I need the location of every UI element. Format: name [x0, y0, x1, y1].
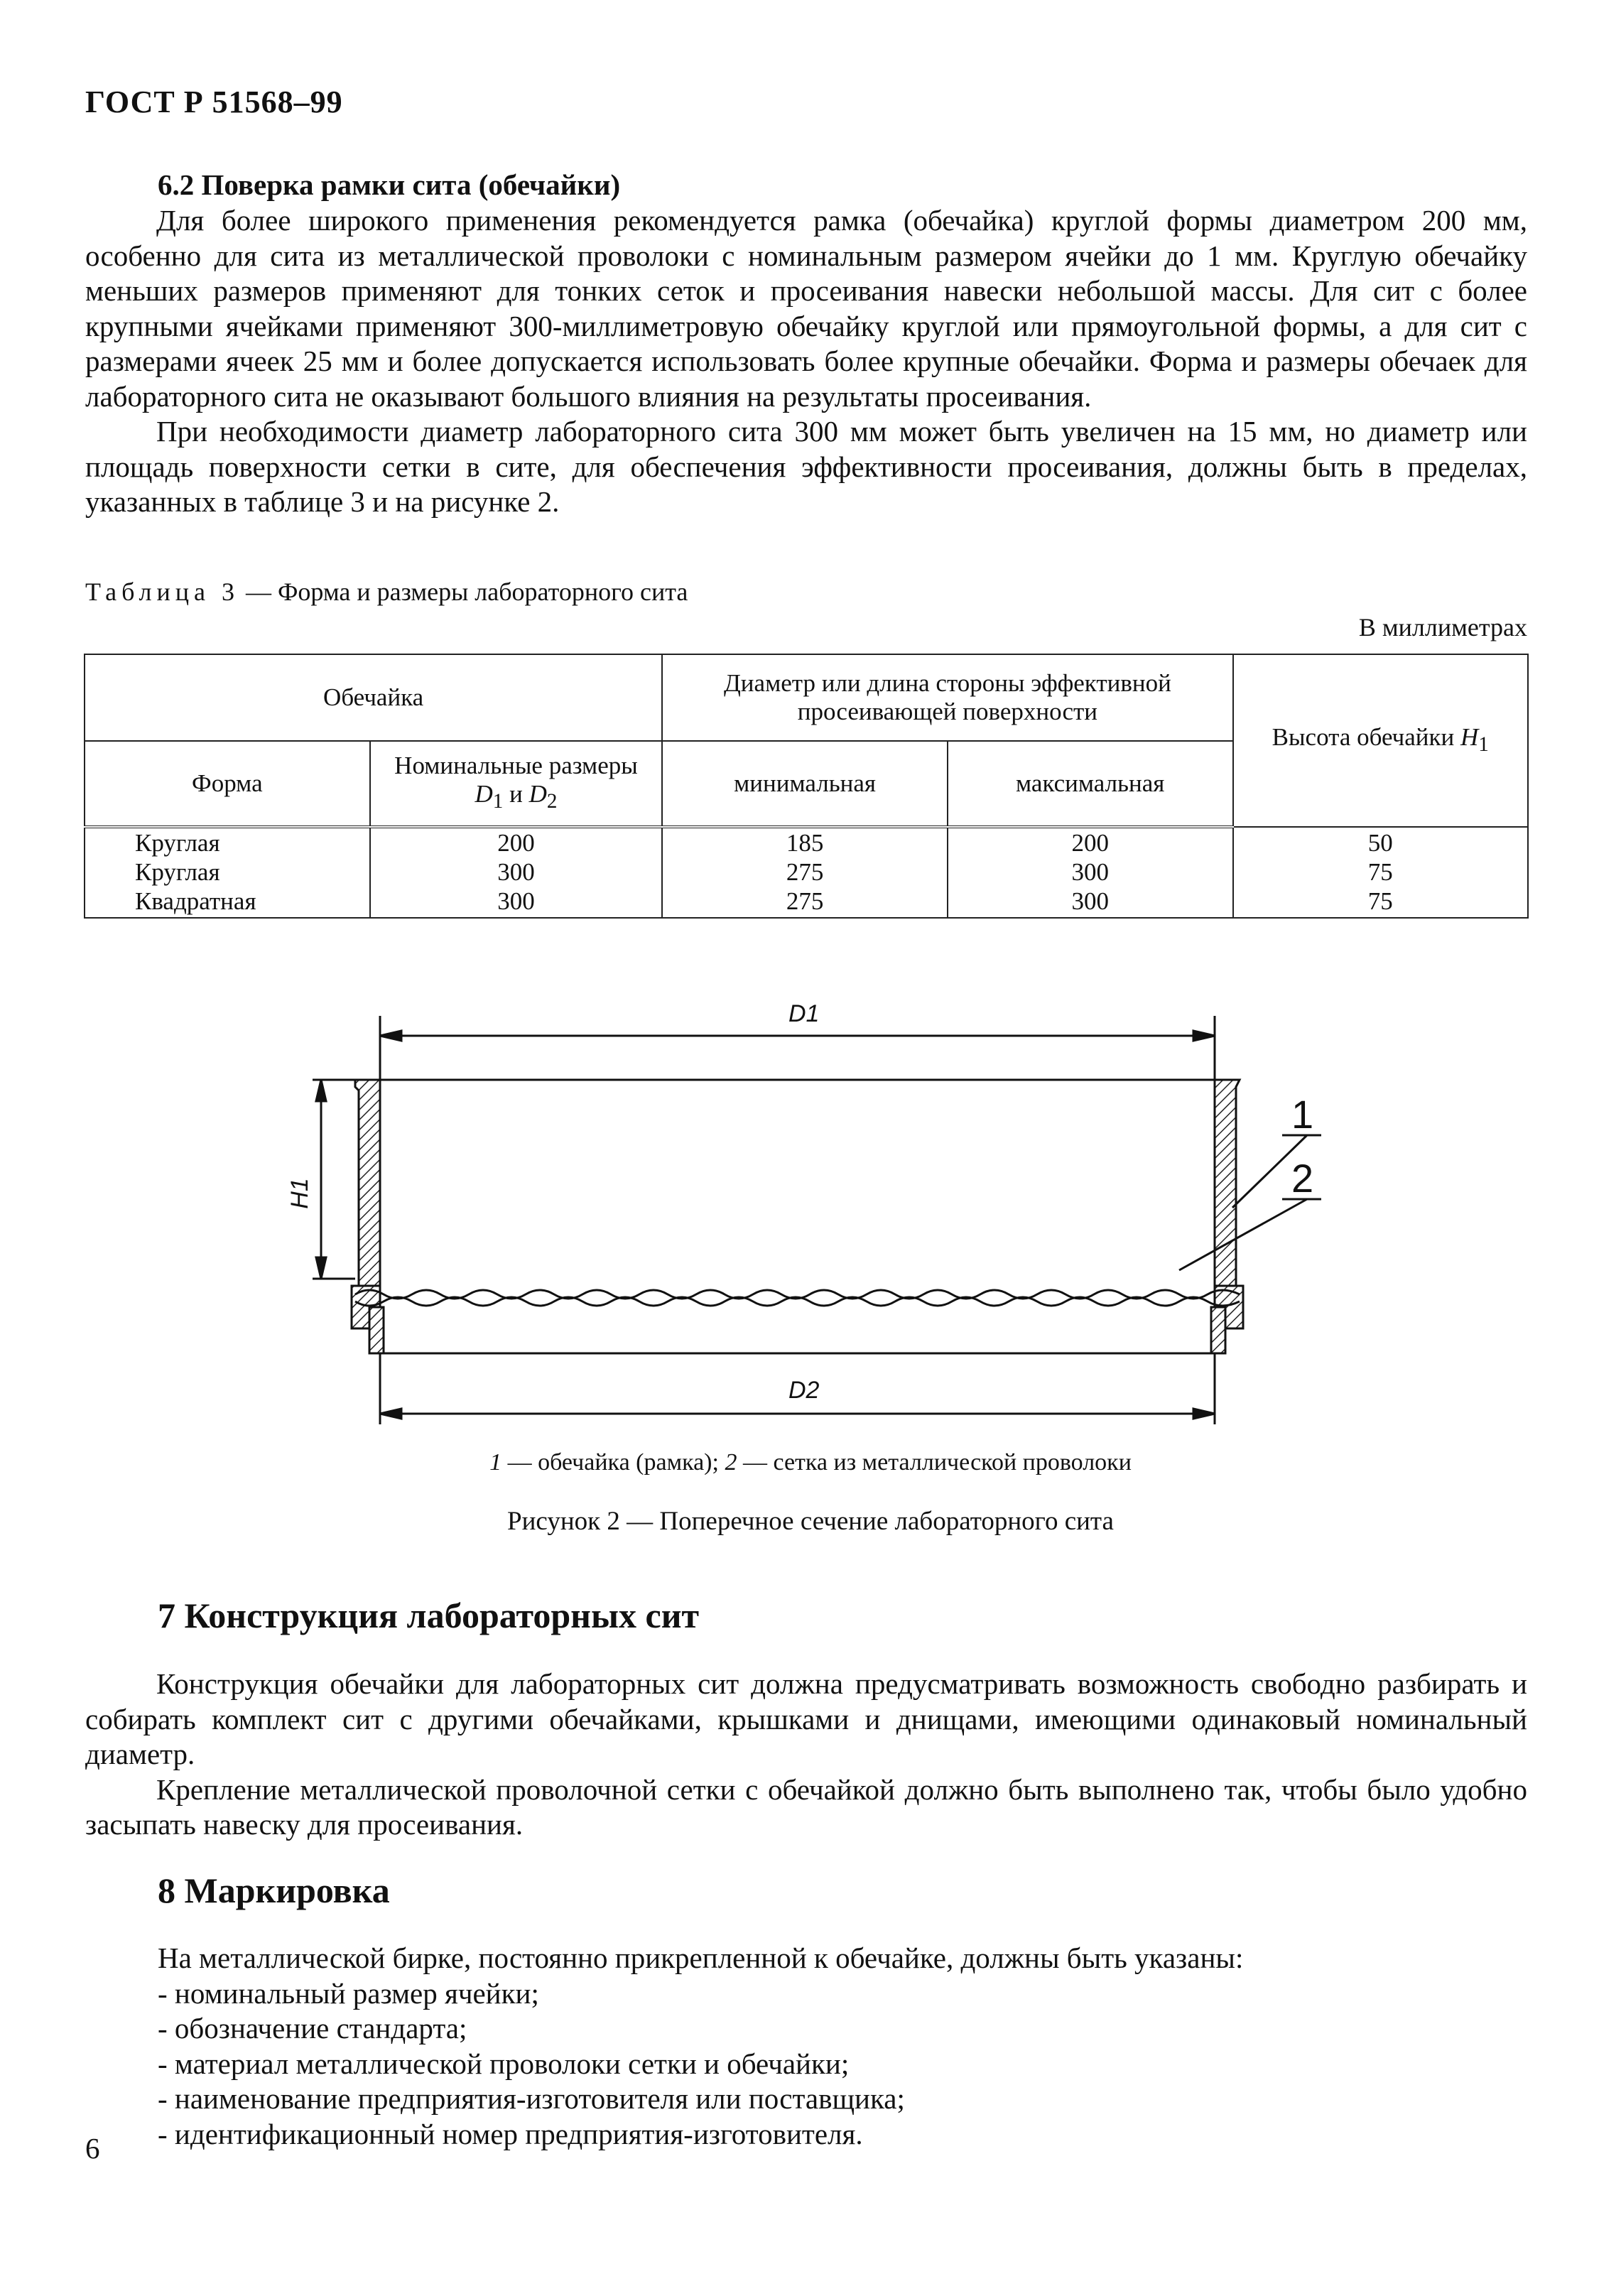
table-row	[85, 887, 1528, 918]
right-shell-wall	[1215, 1080, 1240, 1286]
standard-header: ГОСТ Р 51568–99	[85, 85, 343, 119]
cell-max: 300	[948, 887, 1233, 918]
section-6-2-paragraph-2: При необходимости диаметр лабораторного сита 300 мм может быть увеличен на 15 мм, но диаметр или площадь поверхности сетки в сите, для обеспечения эффективности просеивания, должны быть в пределах, указанных в таблице 3 и на рисунке 2.	[85, 415, 1527, 518]
table-3-units: В миллиметрах	[1358, 613, 1527, 641]
th-nominal-label: Номинальные размеры	[394, 752, 638, 779]
cell-max: 300	[948, 857, 1233, 887]
th-height-symbol: H	[1460, 722, 1479, 751]
cell-min: 275	[662, 887, 948, 918]
table-3-caption-label: Таблица 3	[85, 578, 239, 606]
list-item: - материал металлической проволоки сетки и обечайки;	[158, 2047, 850, 2080]
th-nominal-d2-sub: 2	[546, 790, 558, 813]
cell-height: 50	[1233, 827, 1528, 857]
section-7-paragraph-2: Крепление металлической проволочной сетки с обечайкой должно быть выполнено так, чтобы было удобно засыпать навеску для просеивания.	[85, 1772, 1527, 1841]
label-d1: D1	[788, 1000, 820, 1027]
d2-arrow-left	[380, 1409, 401, 1419]
d1-arrow-left	[380, 1031, 401, 1041]
cell-form: Квадратная	[85, 887, 370, 918]
left-shell-wall	[355, 1080, 380, 1286]
th-height	[1233, 654, 1528, 827]
list-item: - наименование предприятия-изготовителя или поставщика;	[158, 2082, 905, 2115]
th-form: Форма	[85, 741, 370, 827]
cell-max: 200	[948, 827, 1233, 857]
legend-text-2: — сетка из металлической проволоки	[737, 1449, 1132, 1475]
sieve-cross-section-figure	[284, 973, 1321, 1428]
section-8-intro: На металлической бирке, постоянно прикрепленной к обечайке, должны быть указаны:	[158, 1942, 1244, 1974]
left-lower-wall	[369, 1307, 384, 1353]
table-3-caption	[85, 577, 688, 607]
callout-2-label: 2	[1291, 1156, 1314, 1201]
list-item: - номинальный размер ячейки;	[158, 1976, 539, 2010]
section-7-heading: 7 Конструкция лабораторных сит	[158, 1596, 700, 1635]
table-3-caption-text: — Форма и размеры лабораторного сита	[239, 578, 688, 606]
label-d2: D2	[788, 1377, 820, 1404]
th-max: максимальная	[948, 741, 1233, 827]
cell-nominal: 300	[370, 887, 663, 918]
callout-1-label: 1	[1291, 1092, 1314, 1137]
legend-text-1: — обечайка (рамка);	[502, 1449, 725, 1475]
th-diameter: Диаметр или длина стороны эффективной просеивающей поверхности	[662, 654, 1232, 741]
list-item: - идентификационный номер предприятия-изготовителя.	[158, 2117, 863, 2150]
cell-height: 75	[1233, 857, 1528, 887]
figure-2-title: Рисунок 2 — Поперечное сечение лабораторного сита	[507, 1507, 1114, 1536]
d2-arrow-right	[1193, 1409, 1215, 1419]
callout-2-leader	[1179, 1199, 1307, 1270]
cell-min: 185	[662, 827, 948, 857]
table-row	[85, 827, 1528, 857]
section-8-list	[158, 1941, 1243, 2152]
d1-arrow-right	[1193, 1031, 1215, 1041]
legend-number-1: 1	[489, 1449, 502, 1475]
th-nominal	[370, 741, 663, 827]
cell-nominal: 200	[370, 827, 663, 857]
figure-2-legend	[0, 1449, 1621, 1476]
th-nominal-d1: D	[475, 780, 493, 808]
th-height-label: Высота обечайки	[1272, 722, 1455, 751]
cell-min: 275	[662, 857, 948, 887]
section-6-2-paragraph-1: Для более широкого применения рекомендуется рамка (обечайка) круглой формы диаметром 200 мм, особенно для сита из металлической проволоки с номинальным размером ячейки до 1 мм. Круглую обечайку меньших размеров применяют для тонких сеток и просеивания навески небольшой массы. Для сит с более крупными ячейками применяют 300-миллиметровую обечайку круглой или прямоугольной формы, а для сит с размерами ячеек 25 мм и более допускается использовать более крупные обечайки. Форма и размеры обечаек для лабораторного сита не оказывают большого влияния на результаты просеивания.	[85, 204, 1527, 413]
legend-number-2: 2	[725, 1449, 737, 1475]
cell-form: Круглая	[85, 857, 370, 887]
section-7-paragraph-1: Конструкция обечайки для лабораторных сит должна предусматривать возможность свободно разбирать и собирать комплект сит с другими обечайками, крышками и днищами, имеющими одинаковый номинальный диаметр.	[85, 1667, 1527, 1770]
section-7-body	[85, 1667, 1527, 1843]
section-6-2-body	[85, 203, 1527, 520]
section-8-heading: 8 Маркировка	[158, 1870, 390, 1910]
section-6-2-heading: 6.2 Поверка рамки сита (обечайки)	[158, 168, 621, 201]
table-row	[85, 857, 1528, 887]
label-h1: H1	[286, 1178, 313, 1209]
cell-height: 75	[1233, 887, 1528, 918]
th-nominal-and: и	[503, 780, 529, 808]
th-shell: Обечайка	[85, 654, 662, 741]
h1-arrow-bottom	[316, 1257, 326, 1279]
list-item: - обозначение стандарта;	[158, 2012, 467, 2045]
th-height-subscript: 1	[1478, 732, 1489, 756]
th-nominal-d2: D	[528, 780, 547, 808]
th-nominal-d1-sub: 1	[492, 790, 504, 813]
h1-arrow-top	[316, 1080, 326, 1101]
table-3	[84, 654, 1529, 919]
cell-form: Круглая	[85, 827, 370, 857]
cell-nominal: 300	[370, 857, 663, 887]
page-number: 6	[85, 2132, 100, 2165]
right-lower-wall	[1211, 1307, 1225, 1353]
th-min: минимальная	[662, 741, 948, 827]
